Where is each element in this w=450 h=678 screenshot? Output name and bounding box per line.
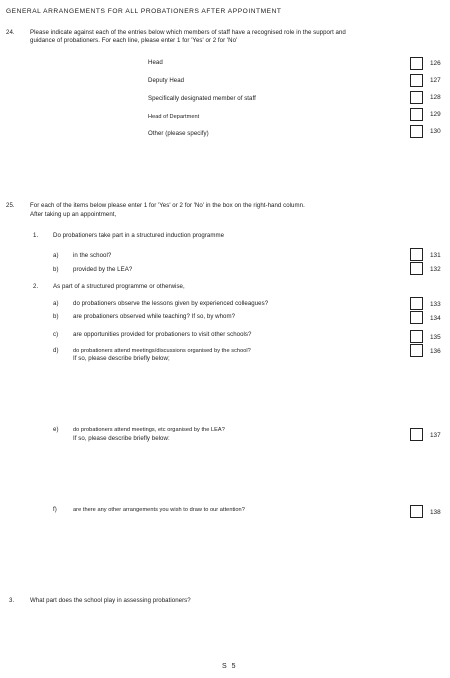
q25-number: 25.	[6, 202, 15, 209]
page-number: S 5	[222, 663, 238, 670]
item-letter: c)	[53, 331, 59, 338]
answer-box-136[interactable]	[410, 344, 423, 357]
s3-text: What part does the school play in assessing probationers?	[30, 597, 191, 604]
s2-text: As part of a structured programme or otherwise,	[53, 283, 185, 290]
field-code: 137	[430, 432, 441, 439]
answer-box-131[interactable]	[410, 248, 423, 261]
field-code: 138	[430, 509, 441, 516]
item-text: provided by the LEA?	[73, 266, 133, 273]
item-letter: a)	[53, 252, 59, 259]
answer-box-129[interactable]	[410, 108, 423, 121]
item-letter: e)	[53, 426, 59, 433]
item-letter: a)	[53, 300, 59, 307]
item-text: do probationers attend meetings/discussions organised by the school?	[73, 348, 251, 354]
item-letter: b)	[53, 313, 59, 320]
field-code: 127	[430, 77, 441, 84]
answer-box-134[interactable]	[410, 311, 423, 324]
answer-box-135[interactable]	[410, 330, 423, 343]
q24-row-label: Head of Department	[148, 114, 200, 120]
answer-box-130[interactable]	[410, 125, 423, 138]
field-code: 128	[430, 94, 441, 101]
q24-text-line1: Please indicate against each of the entries below which members of staff have a recognised role in the support and	[30, 29, 346, 36]
item-text: do probationers attend meetings, etc organised by the LEA?	[73, 427, 225, 433]
answer-box-126[interactable]	[410, 57, 423, 70]
item-text-followup: If so, please describe briefly below:	[73, 435, 170, 442]
answer-box-128[interactable]	[410, 91, 423, 104]
item-text: are there any other arrangements you wish to draw to our attention?	[73, 507, 245, 513]
item-text: are opportunities provided for probationers to visit other schools?	[73, 331, 252, 338]
item-letter: f)	[53, 506, 57, 513]
item-letter: d)	[53, 347, 59, 354]
q24-row-label: Specifically designated member of staff	[148, 95, 256, 102]
s2-number: 2.	[33, 283, 39, 290]
field-code: 134	[430, 315, 441, 322]
answer-box-132[interactable]	[410, 262, 423, 275]
item-text-followup: If so, please describe briefly below;	[73, 355, 170, 362]
item-text: are probationers observed while teaching? If so, by whom?	[73, 313, 236, 320]
section-header: GENERAL ARRANGEMENTS FOR ALL PROBATIONERS AFTER APPOINTMENT	[6, 8, 282, 15]
item-text: do probationers observe the lessons given by experienced colleagues?	[73, 300, 269, 307]
item-text: in the school?	[73, 252, 112, 259]
answer-box-133[interactable]	[410, 297, 423, 310]
field-code: 133	[430, 301, 441, 308]
field-code: 136	[430, 348, 441, 355]
answer-box-137[interactable]	[410, 428, 423, 441]
q24-row-label: Head	[148, 59, 163, 66]
item-letter: b)	[53, 266, 59, 273]
s1-number: 1.	[33, 232, 39, 239]
answer-box-127[interactable]	[410, 74, 423, 87]
field-code: 130	[430, 128, 441, 135]
field-code: 129	[430, 111, 441, 118]
q24-number: 24.	[6, 29, 15, 36]
s1-text: Do probationers take part in a structured induction programme	[53, 232, 225, 239]
q24-row-label: Deputy Head	[148, 77, 185, 84]
field-code: 135	[430, 334, 441, 341]
answer-box-138[interactable]	[410, 505, 423, 518]
field-code: 126	[430, 60, 441, 67]
q24-row-label: Other (please specify)	[148, 130, 209, 137]
field-code: 132	[430, 266, 441, 273]
field-code: 131	[430, 252, 441, 259]
q25-text-line1: For each of the items below please enter 1 for 'Yes' or 2 for 'No' in the box on the right-hand column.	[30, 202, 305, 209]
q25-text-line2: After taking up an appointment,	[30, 211, 117, 218]
q24-text-line2: guidance of probationers. For each line, please enter 1 for 'Yes' or 2 for 'No'	[30, 37, 238, 44]
s3-number: 3.	[9, 597, 15, 604]
